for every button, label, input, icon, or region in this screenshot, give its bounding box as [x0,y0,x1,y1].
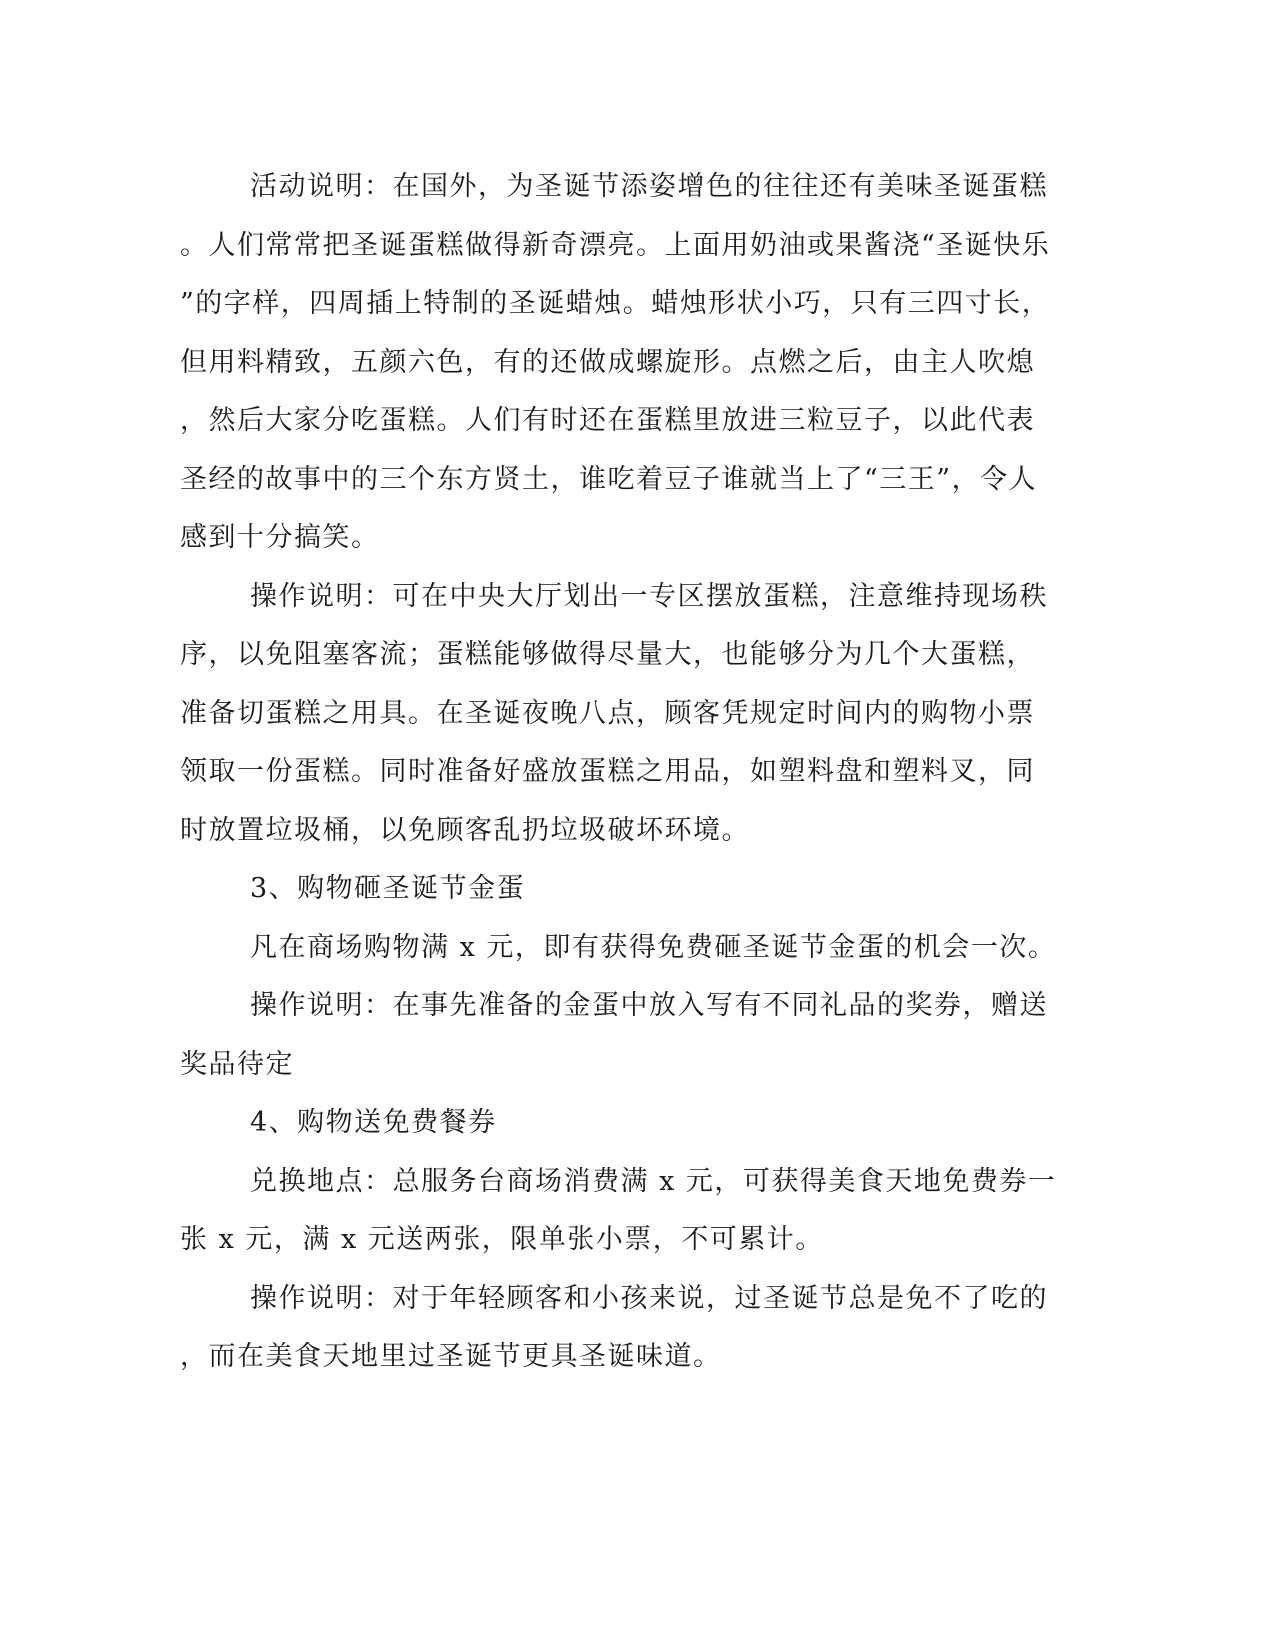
text-line: 。人们常常把圣诞蛋糕做得新奇漂亮。上面用奶油或果酱浇“圣诞快乐 [180,229,1051,261]
text-line: 凡在商场购物满 x 元，即有获得免费砸圣诞节金蛋的机会一次。 [250,931,1057,963]
text-line: 兑换地点：总服务台商场消费满 x 元，可获得美食天地免费券一 [250,1165,1057,1197]
document-body [180,158,1057,1387]
text-line: 圣经的故事中的三个东方贤土，谁吃着豆子谁就当上了“三王”，令人 [180,463,1038,495]
text-line: 序，以免阻塞客流；蛋糕能够做得尽量大，也能够分为几个大蛋糕， [180,639,1035,670]
text-line: 张 x 元，满 x 元送两张，限单张小票，不可累计。 [180,1224,824,1255]
text-line: 但用料精致，五颜六色，有的还做成螺旋形。点燃之后，由主人吹熄 [180,346,1035,378]
text-line: 时放置垃圾桶，以免顾客乱扔垃圾破坏环境。 [180,814,750,846]
text-line: 奖品待定 [180,1048,294,1080]
text-line: 活动说明：在国外，为圣诞节添姿增色的往往还有美味圣诞蛋糕 [250,171,1048,202]
text-line: 感到十分搞笑。 [180,522,380,553]
text-line: 准备切蛋糕之用具。在圣诞夜晚八点，顾客凭规定时间内的购物小票 [180,697,1035,729]
text-line: 领取一份蛋糕。同时准备好盛放蛋糕之用品，如塑料盘和塑料叉，同 [180,756,1035,787]
text-line: ”的字样，四周插上特制的圣诞蜡烛。蜡烛形状小巧，只有三四寸长， [180,288,1051,319]
text-line: 3、购物砸圣诞节金蛋 [250,873,526,904]
text-line: ，然后大家分吃蛋糕。人们有时还在蛋糕里放进三粒豆子，以此代表 [180,405,1035,436]
text-line: 4、购物送免费餐券 [250,1107,497,1138]
text-line: 操作说明：在事先准备的金蛋中放入写有不同礼品的奖券，赠送 [250,990,1048,1021]
text-line: 操作说明：可在中央大厅划出一专区摆放蛋糕，注意维持现场秩 [250,580,1048,612]
text-line: 操作说明：对于年轻顾客和小孩来说，过圣诞节总是免不了吃的 [250,1282,1048,1314]
text-line: ，而在美食天地里过圣诞节更具圣诞味道。 [180,1341,722,1372]
